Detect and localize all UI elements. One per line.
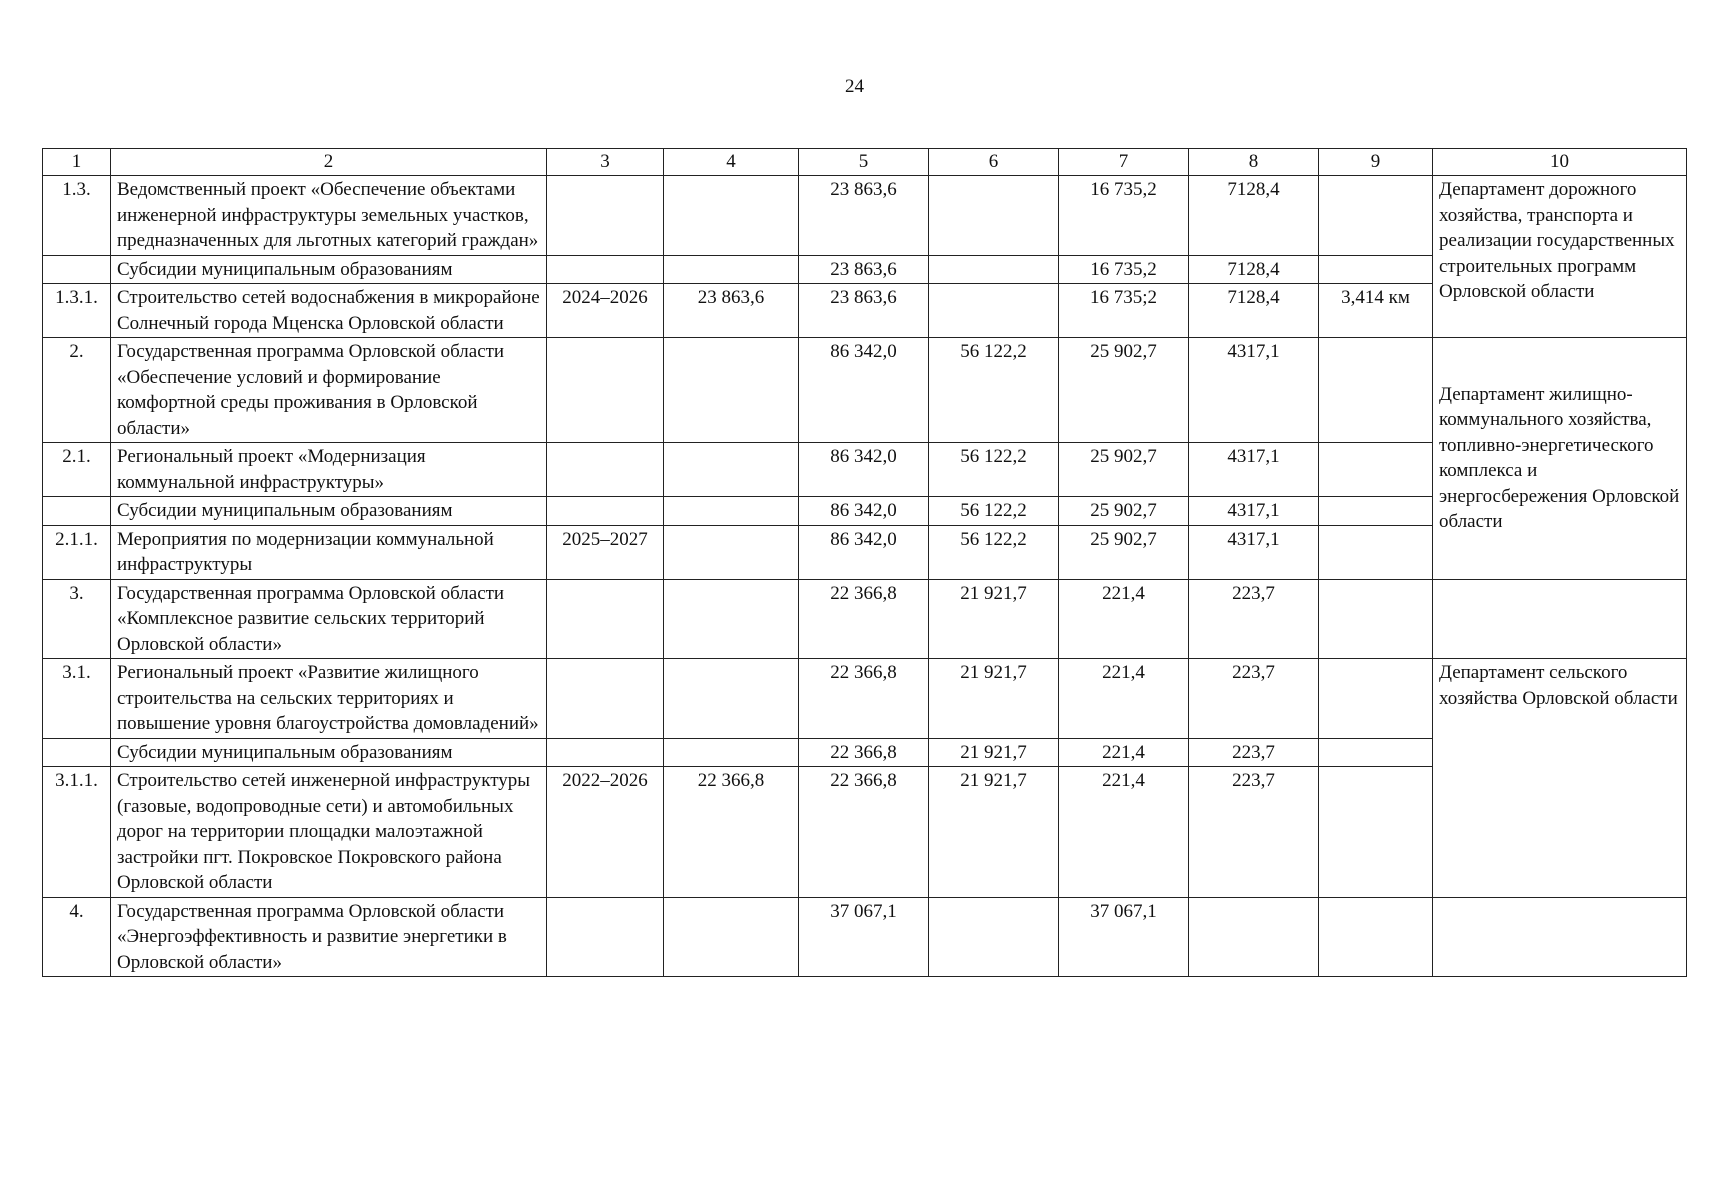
row-municipal <box>1189 897 1319 977</box>
row-number: 1.3. <box>43 176 111 256</box>
row-name: Субсидии муниципальным образованиям <box>111 738 547 767</box>
header-row <box>43 149 1687 176</box>
row-cost <box>664 443 799 497</box>
row-period: 2024–2026 <box>547 284 664 338</box>
row-regional: 25 902,7 <box>1059 443 1189 497</box>
header-cell: 7 <box>1059 149 1189 176</box>
row-cost <box>664 497 799 526</box>
row-federal: 56 122,2 <box>929 525 1059 579</box>
row-municipal: 7128,4 <box>1189 176 1319 256</box>
row-total: 86 342,0 <box>799 497 929 526</box>
row-regional: 221,4 <box>1059 767 1189 898</box>
row-municipal: 4317,1 <box>1189 443 1319 497</box>
row-cost: 23 863,6 <box>664 284 799 338</box>
row-regional: 25 902,7 <box>1059 338 1189 443</box>
header-cell: 10 <box>1433 149 1687 176</box>
table-row <box>43 338 1687 443</box>
row-federal <box>929 176 1059 256</box>
row-federal: 56 122,2 <box>929 338 1059 443</box>
row-regional: 16 735,2 <box>1059 176 1189 256</box>
header-cell: 3 <box>547 149 664 176</box>
budget-table <box>42 148 1687 977</box>
row-name: Государственная программа Орловской области «Энергоэффективность и развитие энергетики в Орловской области» <box>111 897 547 977</box>
row-federal <box>929 255 1059 284</box>
row-municipal: 7128,4 <box>1189 255 1319 284</box>
header-cell: 2 <box>111 149 547 176</box>
row-regional: 16 735,2 <box>1059 255 1189 284</box>
row-period <box>547 659 664 739</box>
row-number: 1.3.1. <box>43 284 111 338</box>
row-period <box>547 738 664 767</box>
row-number <box>43 255 111 284</box>
row-total: 37 067,1 <box>799 897 929 977</box>
row-municipal: 223,7 <box>1189 579 1319 659</box>
row-period: 2025–2027 <box>547 525 664 579</box>
row-municipal: 223,7 <box>1189 659 1319 739</box>
row-period <box>547 176 664 256</box>
row-result <box>1319 443 1433 497</box>
row-name: Государственная программа Орловской области «Комплексное развитие сельских территорий Орловской области» <box>111 579 547 659</box>
page-number: 24 <box>845 76 864 97</box>
row-result <box>1319 338 1433 443</box>
row-federal: 21 921,7 <box>929 767 1059 898</box>
row-result <box>1319 579 1433 659</box>
row-number: 3. <box>43 579 111 659</box>
row-number: 3.1. <box>43 659 111 739</box>
row-total: 23 863,6 <box>799 284 929 338</box>
row-number: 2. <box>43 338 111 443</box>
row-result <box>1319 497 1433 526</box>
row-total: 22 366,8 <box>799 659 929 739</box>
row-federal: 56 122,2 <box>929 497 1059 526</box>
department-cell: Департамент сельского хозяйства Орловской области <box>1433 659 1687 898</box>
row-result <box>1319 255 1433 284</box>
row-period <box>547 443 664 497</box>
row-cost <box>664 255 799 284</box>
row-cost <box>664 897 799 977</box>
row-federal: 21 921,7 <box>929 579 1059 659</box>
department-cell: Департамент жилищно-коммунального хозяйства, топливно-энергетического комплекса и энергосбережения Орловской области <box>1433 338 1687 580</box>
row-name: Региональный проект «Модернизация коммунальной инфраструктуры» <box>111 443 547 497</box>
row-total: 23 863,6 <box>799 176 929 256</box>
row-federal: 21 921,7 <box>929 738 1059 767</box>
row-regional: 37 067,1 <box>1059 897 1189 977</box>
header-cell: 6 <box>929 149 1059 176</box>
row-total: 86 342,0 <box>799 525 929 579</box>
department-cell <box>1433 579 1687 659</box>
row-total: 22 366,8 <box>799 738 929 767</box>
row-total: 86 342,0 <box>799 443 929 497</box>
row-cost <box>664 738 799 767</box>
row-period <box>547 255 664 284</box>
row-result <box>1319 897 1433 977</box>
row-municipal: 223,7 <box>1189 767 1319 898</box>
table-row <box>43 897 1687 977</box>
row-period <box>547 579 664 659</box>
header-cell: 4 <box>664 149 799 176</box>
row-number <box>43 497 111 526</box>
header-cell: 1 <box>43 149 111 176</box>
row-cost: 22 366,8 <box>664 767 799 898</box>
row-total: 23 863,6 <box>799 255 929 284</box>
row-total: 22 366,8 <box>799 579 929 659</box>
row-result: 3,414 км <box>1319 284 1433 338</box>
row-regional: 16 735;2 <box>1059 284 1189 338</box>
row-federal: 56 122,2 <box>929 443 1059 497</box>
row-name: Строительство сетей водоснабжения в микрорайоне Солнечный города Мценска Орловской области <box>111 284 547 338</box>
row-period <box>547 897 664 977</box>
row-cost <box>664 176 799 256</box>
row-municipal: 223,7 <box>1189 738 1319 767</box>
row-regional: 25 902,7 <box>1059 497 1189 526</box>
table-row <box>43 579 1687 659</box>
row-result <box>1319 525 1433 579</box>
row-name: Ведомственный проект «Обеспечение объектами инженерной инфраструктуры земельных участков, предназначенных для льготных категорий граждан» <box>111 176 547 256</box>
row-name: Строительство сетей инженерной инфраструктуры (газовые, водопроводные сети) и автомобильных дорог на территории площадки малоэтажной застройки пгт. Покровское Покровского района Орловской области <box>111 767 547 898</box>
row-number: 3.1.1. <box>43 767 111 898</box>
row-regional: 25 902,7 <box>1059 525 1189 579</box>
row-municipal: 4317,1 <box>1189 497 1319 526</box>
row-total: 86 342,0 <box>799 338 929 443</box>
header-cell: 5 <box>799 149 929 176</box>
row-period <box>547 338 664 443</box>
row-total: 22 366,8 <box>799 767 929 898</box>
department-cell: Департамент дорожного хозяйства, транспорта и реализации государственных строительных программ Орловской области <box>1433 176 1687 338</box>
row-name: Государственная программа Орловской области «Обеспечение условий и формирование комфортной среды проживания в Орловской области» <box>111 338 547 443</box>
table-row <box>43 176 1687 256</box>
table-row <box>43 659 1687 739</box>
row-name: Субсидии муниципальным образованиям <box>111 255 547 284</box>
row-number: 4. <box>43 897 111 977</box>
row-municipal: 4317,1 <box>1189 338 1319 443</box>
row-federal: 21 921,7 <box>929 659 1059 739</box>
header-cell: 8 <box>1189 149 1319 176</box>
row-regional: 221,4 <box>1059 579 1189 659</box>
header-cell: 9 <box>1319 149 1433 176</box>
row-municipal: 4317,1 <box>1189 525 1319 579</box>
row-result <box>1319 659 1433 739</box>
row-federal <box>929 897 1059 977</box>
row-cost <box>664 659 799 739</box>
row-municipal: 7128,4 <box>1189 284 1319 338</box>
row-regional: 221,4 <box>1059 659 1189 739</box>
row-period <box>547 497 664 526</box>
row-name: Субсидии муниципальным образованиям <box>111 497 547 526</box>
row-cost <box>664 338 799 443</box>
row-regional: 221,4 <box>1059 738 1189 767</box>
row-result <box>1319 176 1433 256</box>
department-cell <box>1433 897 1687 977</box>
row-name: Мероприятия по модернизации коммунальной инфраструктуры <box>111 525 547 579</box>
row-federal <box>929 284 1059 338</box>
row-result <box>1319 738 1433 767</box>
row-cost <box>664 579 799 659</box>
row-name: Региональный проект «Развитие жилищного строительства на сельских территориях и повышение уровня благоустройства домовладений» <box>111 659 547 739</box>
row-number: 2.1. <box>43 443 111 497</box>
row-number <box>43 738 111 767</box>
row-period: 2022–2026 <box>547 767 664 898</box>
row-cost <box>664 525 799 579</box>
row-number: 2.1.1. <box>43 525 111 579</box>
row-result <box>1319 767 1433 898</box>
